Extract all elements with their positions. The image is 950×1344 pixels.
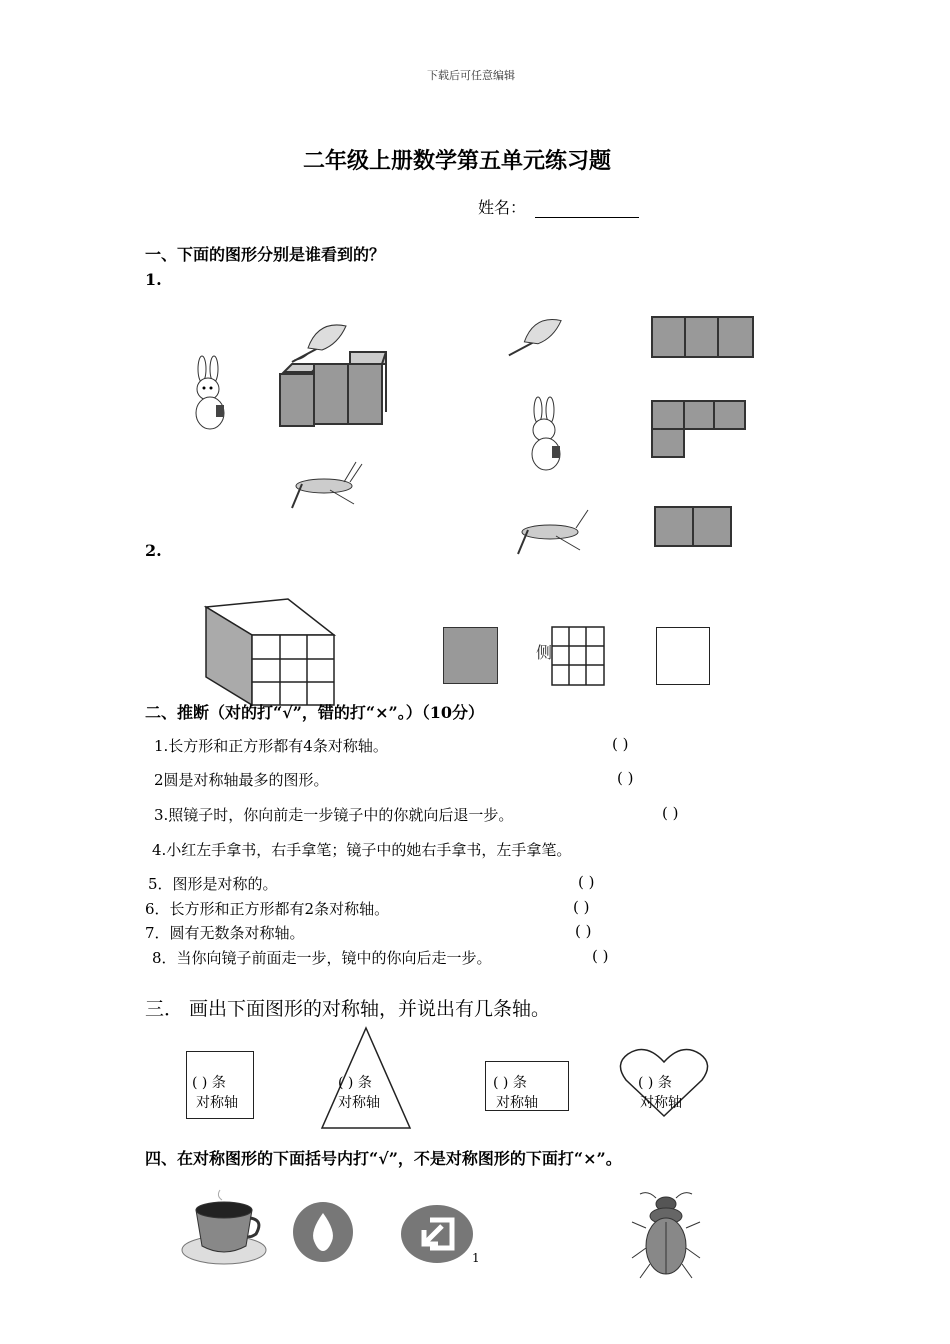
section4-heading: 四、在对称图形的下面括号内打“√”，不是对称图形的下面打“×”。	[145, 1149, 622, 1168]
coffee-cup-image	[180, 1188, 268, 1268]
cube-stack-image	[278, 350, 388, 430]
view-cell	[651, 428, 685, 458]
name-field[interactable]	[478, 195, 639, 218]
answer-parens[interactable]: ( )	[592, 947, 609, 965]
exit-arrow-icon	[400, 1204, 474, 1264]
judgement-text: 8．当你向镜子前面走一步，镜中的你向后走一步。	[152, 949, 492, 967]
water-drop-icon	[292, 1201, 354, 1263]
view-square-white	[656, 627, 710, 685]
axis-label: 对称轴	[196, 1095, 238, 1111]
judgement-item-8	[152, 947, 672, 968]
view-cell	[683, 400, 715, 430]
answer-parens[interactable]: ( )	[612, 735, 629, 753]
judgement-item-2	[154, 769, 694, 790]
rabbit-right-image	[524, 396, 570, 476]
judgement-text: 4.小红左手拿书，右手拿笔；镜子中的她右手拿书，左手拿笔。	[152, 841, 572, 859]
grasshopper-right-image	[510, 506, 590, 560]
axis-label: 对称轴	[496, 1095, 538, 1111]
answer-parens[interactable]: ( )	[617, 769, 634, 787]
axis-label: 对称轴	[338, 1095, 380, 1111]
beetle-image	[628, 1188, 704, 1280]
judgement-item-3	[154, 804, 734, 825]
page-title: 二年级上册数学第五单元练习题	[303, 148, 612, 174]
question-2-number: 2.	[145, 541, 162, 560]
cube-3d-image	[202, 597, 338, 707]
answer-parens[interactable]: ( )	[662, 804, 679, 822]
judgement-text: 6．长方形和正方形都有2条对称轴。	[145, 900, 390, 918]
view-grid-3x3	[551, 626, 605, 686]
judgement-text: 2圆是对称轴最多的图形。	[154, 771, 329, 789]
header-note: 下载后可任意编辑	[427, 69, 515, 82]
view-cell	[684, 316, 719, 358]
question-1-number: 1.	[145, 270, 162, 289]
view-cell	[692, 506, 732, 547]
judgement-text: 3.照镜子时，你向前走一步镜子中的你就向后退一步。	[154, 806, 514, 824]
view-label-side: 侧	[536, 643, 553, 662]
axis-count-label[interactable]: ( ) 条	[338, 1075, 372, 1091]
answer-parens[interactable]: ( )	[575, 922, 592, 940]
section3-heading: 三． 画出下面图形的对称轴，并说出有几条轴。	[145, 998, 551, 1020]
axis-count-label[interactable]: ( ) 条	[493, 1075, 527, 1091]
page-number: 1	[472, 1251, 480, 1265]
judgement-item-4	[152, 839, 571, 860]
answer-parens[interactable]: ( )	[573, 898, 590, 916]
section1-heading: 一、下面的图形分别是谁看到的？	[145, 245, 386, 264]
judgement-item-6	[145, 898, 645, 919]
view-cell	[654, 506, 694, 547]
judgement-text: 7．圆有无数条对称轴。	[145, 924, 305, 942]
answer-parens[interactable]: ( )	[578, 873, 595, 891]
axis-count-label[interactable]: ( ) 条	[638, 1075, 672, 1091]
judgement-item-1	[154, 735, 694, 756]
view-cell	[713, 400, 746, 430]
name-label: 姓名：	[478, 198, 527, 217]
name-blank-line[interactable]	[535, 201, 639, 218]
view-cell	[717, 316, 754, 358]
section2-heading: 二、推断（对的打“√”，错的打“×”。）（10分）	[145, 703, 485, 722]
rabbit-left-image	[188, 355, 234, 435]
judgement-text: 5．图形是对称的。	[148, 875, 278, 893]
view-square-gray	[443, 627, 498, 684]
axis-label: 对称轴	[640, 1095, 682, 1111]
judgement-item-5	[148, 873, 648, 894]
judgement-item-7	[145, 922, 645, 943]
grasshopper-left-image	[284, 460, 364, 514]
axis-count-label[interactable]: ( ) 条	[192, 1075, 226, 1091]
judgement-text: 1.长方形和正方形都有4条对称轴。	[154, 737, 388, 755]
view-cell	[651, 400, 685, 430]
view-cell	[651, 316, 686, 358]
butterfly-right-image	[505, 314, 565, 360]
